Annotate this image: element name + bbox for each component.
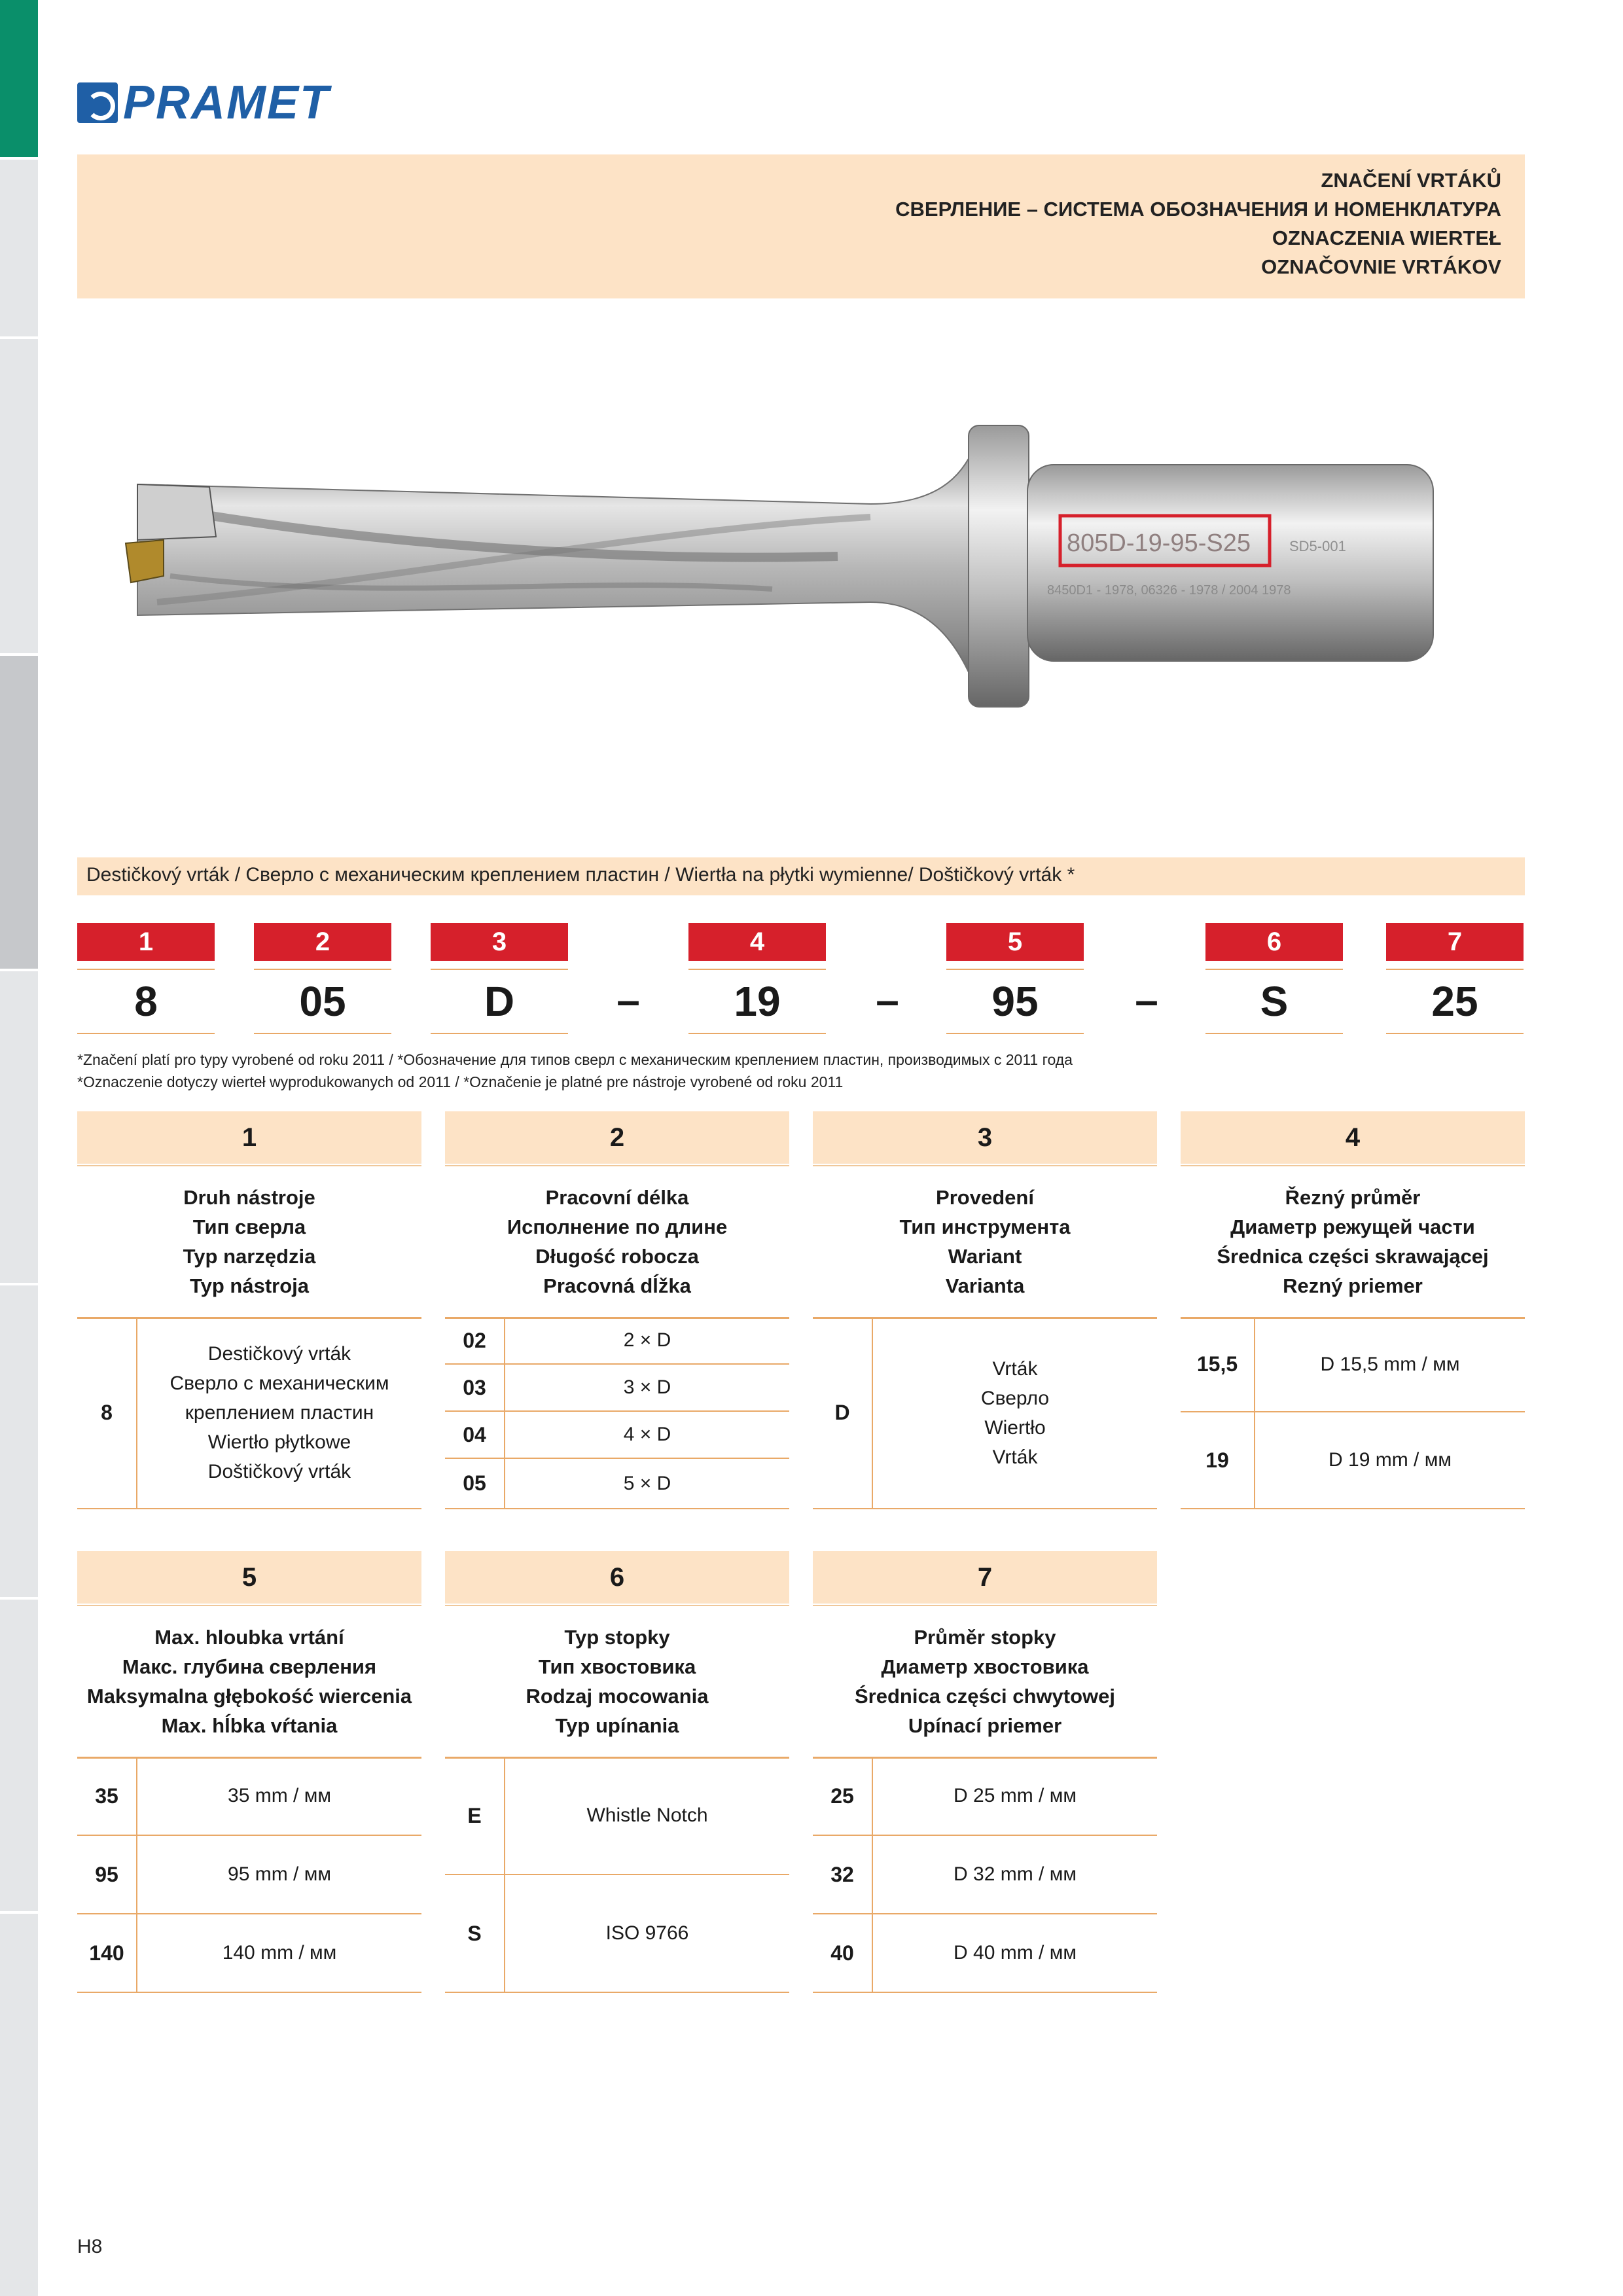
desc-line: Диаметр хвостовика <box>881 1655 1089 1678</box>
desc-line: Wariant <box>948 1245 1022 1268</box>
desc-line: Тип инструмента <box>899 1215 1071 1238</box>
row-value: D 25 mm / мм <box>954 1785 1077 1806</box>
logo-mark-icon <box>77 82 118 123</box>
row-key: D <box>813 1318 873 1508</box>
code-value-1: 8 <box>77 969 215 1034</box>
table-row <box>445 1459 789 1509</box>
row-key: 95 <box>77 1836 137 1913</box>
row-key: 40 <box>813 1914 873 1992</box>
row-value: D 15,5 mm / мм <box>1320 1353 1460 1375</box>
table-7-shank-diameter <box>813 1551 1157 1996</box>
table-row <box>77 1757 421 1836</box>
desc-line: Maksymalna głębokość wiercenia <box>86 1685 412 1708</box>
row-value: 140 mm / мм <box>222 1942 337 1964</box>
side-tab-current <box>0 656 38 969</box>
row-key: 05 <box>445 1459 505 1508</box>
table-row <box>445 1365 789 1412</box>
value-line: Destičkový vrták <box>207 1343 351 1365</box>
table-5-description <box>77 1605 421 1759</box>
desc-line: Тип сверла <box>192 1215 306 1238</box>
code-value-4: 19 <box>688 969 826 1034</box>
desc-line: Rezný priemer <box>1283 1274 1423 1297</box>
table-6-number: 6 <box>445 1551 789 1604</box>
table-row <box>445 1318 789 1365</box>
row-value: Whistle Notch <box>586 1804 708 1826</box>
desc-line: Średnica części chwytowej <box>854 1685 1115 1708</box>
row-key: 02 <box>445 1318 505 1363</box>
header-title-pl: OZNACZENIA WIERTEŁ <box>1272 226 1501 249</box>
side-tab <box>0 1914 38 2296</box>
row-key: S <box>445 1875 505 1992</box>
table-6-description <box>445 1605 789 1759</box>
desc-line: Макс. глубина сверления <box>122 1655 377 1678</box>
table-4-cutting-diameter <box>1181 1111 1525 1509</box>
desc-line: Max. hloubka vrtání <box>154 1626 344 1649</box>
value-line: Wiertło <box>984 1416 1046 1439</box>
code-position-7: 7 <box>1386 923 1524 961</box>
code-position-6: 6 <box>1205 923 1343 961</box>
header-title-sk: OZNAČOVNIE VRTÁKOV <box>1261 255 1501 278</box>
header-title-ru: СВЕРЛЕНИЕ – СИСТЕМА ОБОЗНАЧЕНИЯ И НОМЕНКЛАТУРА <box>895 198 1501 221</box>
drill-illustration <box>118 406 1518 746</box>
desc-line: Тип хвостовика <box>538 1655 696 1678</box>
table-2-working-length <box>445 1111 789 1509</box>
code-value-3: D <box>431 969 568 1034</box>
table-row <box>77 1914 421 1993</box>
row-key: 15,5 <box>1181 1318 1255 1411</box>
code-position-2: 2 <box>254 923 391 961</box>
row-value: 35 mm / мм <box>228 1785 331 1806</box>
value-line: Doštičkový vrták <box>207 1461 351 1482</box>
row-key: 04 <box>445 1412 505 1458</box>
table-1-tool-type <box>77 1111 421 1509</box>
desc-line: Upínací priemer <box>908 1714 1062 1737</box>
value-line: Wiertło płytkowe <box>207 1431 351 1453</box>
value-line: Сверло с механическим <box>169 1372 389 1394</box>
table-row <box>445 1875 789 1993</box>
header-title-cz: ZNAČENÍ VRTÁKŮ <box>1321 169 1501 192</box>
table-row <box>813 1757 1157 1836</box>
table-2-number: 2 <box>445 1111 789 1164</box>
desc-line: Typ nástroja <box>189 1274 310 1297</box>
drill-marking-text: 805D-19-95-S25 <box>1067 529 1251 557</box>
side-tab <box>0 339 38 653</box>
row-value: ISO 9766 <box>605 1922 689 1944</box>
side-tab <box>0 1285 38 1597</box>
table-row <box>1181 1412 1525 1509</box>
table-3-number: 3 <box>813 1111 1157 1164</box>
side-tab-active <box>0 0 38 157</box>
desc-line: Varianta <box>945 1274 1025 1297</box>
table-row <box>77 1318 421 1509</box>
code-position-1: 1 <box>77 923 215 961</box>
header-band <box>77 154 1525 298</box>
row-key: 140 <box>77 1914 137 1992</box>
side-tab <box>0 1600 38 1911</box>
desc-line: Rodzaj mocowania <box>526 1685 709 1708</box>
table-7-number: 7 <box>813 1551 1157 1604</box>
table-5-number: 5 <box>77 1551 421 1604</box>
desc-line: Typ narzędzia <box>183 1245 316 1268</box>
table-1-description <box>77 1165 421 1319</box>
table-2-description <box>445 1165 789 1319</box>
value-line: Сверло <box>980 1387 1050 1409</box>
row-key: 19 <box>1181 1412 1255 1508</box>
code-value-5: 95 <box>946 969 1084 1034</box>
table-row <box>813 1914 1157 1993</box>
table-3-description <box>813 1165 1157 1319</box>
row-value: 3 × D <box>623 1376 671 1398</box>
desc-line: Długość robocza <box>535 1245 699 1268</box>
row-key: 25 <box>813 1757 873 1835</box>
side-tab <box>0 160 38 336</box>
code-value-7: 25 <box>1386 969 1524 1034</box>
table-4-number: 4 <box>1181 1111 1525 1164</box>
row-key: E <box>445 1757 505 1874</box>
code-position-4: 4 <box>688 923 826 961</box>
desc-line: Řezný průměr <box>1285 1186 1421 1209</box>
logo-wordmark: PRAMET <box>123 77 330 129</box>
drill-shank-text: SD5-001 <box>1289 538 1346 554</box>
pramet-logo <box>77 76 330 130</box>
value-line: креплением пластин <box>185 1402 374 1424</box>
table-row <box>813 1318 1157 1509</box>
code-position-5: 5 <box>946 923 1084 961</box>
row-value <box>137 1318 421 1508</box>
table-7-description <box>813 1605 1157 1759</box>
table-row <box>445 1757 789 1875</box>
row-key: 8 <box>77 1318 137 1508</box>
side-tab-strip <box>0 0 38 2296</box>
table-row <box>813 1836 1157 1914</box>
row-key: 03 <box>445 1365 505 1410</box>
code-dash: – <box>1135 977 1158 1024</box>
table-5-max-depth <box>77 1551 421 1996</box>
code-title: Destičkový vrták / Сверло с механическим креплением пластин / Wiertła na płytki wymienne/ Doštičkový vrták * <box>86 864 1075 886</box>
value-line: Vrták <box>992 1357 1038 1380</box>
desc-line: Pracovní délka <box>545 1186 689 1209</box>
row-value: D 40 mm / мм <box>954 1942 1077 1964</box>
table-4-description <box>1181 1165 1525 1319</box>
drill-shank-text-2: 8450D1 - 1978, 06326 - 1978 / 2004 1978 <box>1047 583 1291 598</box>
row-value: 4 × D <box>623 1424 671 1445</box>
desc-line: Pracovná dĺžka <box>543 1274 691 1297</box>
code-note-2: *Oznaczenie dotyczy wierteł wyprodukowanych od 2011 / *Označenie je platné pre nástroje vyrobené od roku 2011 <box>77 1073 844 1090</box>
desc-line: Исполнение по длине <box>507 1215 728 1238</box>
row-value: D 19 mm / мм <box>1329 1449 1452 1471</box>
desc-line: Typ upínania <box>555 1714 679 1737</box>
desc-line: Průměr stopky <box>914 1626 1056 1649</box>
table-3-variant <box>813 1111 1157 1509</box>
table-1-number: 1 <box>77 1111 421 1164</box>
desc-line: Max. hĺbka vŕtania <box>161 1714 338 1737</box>
code-dash: – <box>616 977 640 1024</box>
desc-line: Provedení <box>936 1186 1034 1209</box>
table-row <box>1181 1318 1525 1412</box>
table-row <box>77 1836 421 1914</box>
desc-line: Диаметр режущей части <box>1230 1215 1475 1238</box>
code-value-6: S <box>1205 969 1343 1034</box>
value-line: Vrták <box>992 1446 1038 1468</box>
row-value <box>873 1318 1157 1508</box>
code-value-2: 05 <box>254 969 391 1034</box>
code-dash: – <box>876 977 899 1024</box>
row-value: 2 × D <box>623 1329 671 1351</box>
desc-line: Typ stopky <box>564 1626 670 1649</box>
row-value: 95 mm / мм <box>228 1863 331 1885</box>
table-row <box>445 1412 789 1459</box>
table-6-shank-type <box>445 1551 789 1996</box>
row-key: 35 <box>77 1757 137 1835</box>
desc-line: Druh nástroje <box>183 1186 315 1209</box>
page-number: H8 <box>77 2236 103 2257</box>
code-note-1: *Značení platí pro typy vyrobené od roku 2011 / *Обозначение для типов сверл с механическим креплением пластин, производимых с 2011 года <box>77 1051 1073 1068</box>
row-value: 5 × D <box>623 1472 671 1494</box>
row-value: D 32 mm / мм <box>954 1863 1077 1885</box>
code-position-3: 3 <box>431 923 568 961</box>
row-key: 32 <box>813 1836 873 1913</box>
side-tab <box>0 971 38 1283</box>
desc-line: Średnica części skrawającej <box>1217 1245 1489 1268</box>
